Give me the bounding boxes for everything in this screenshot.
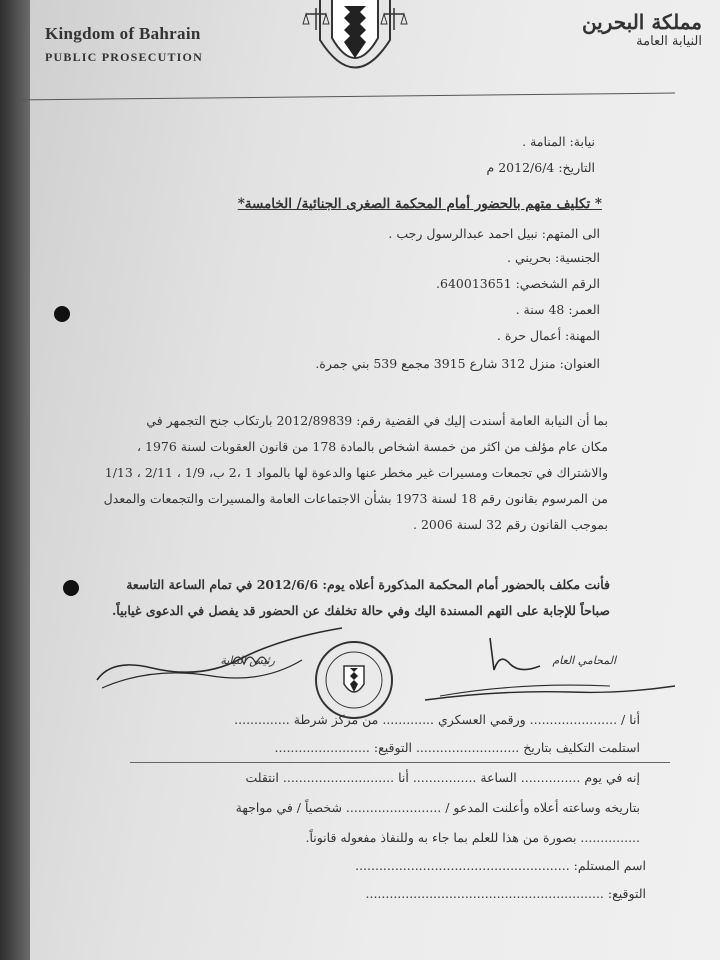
document-date: التاريخ: 2012/6/4 م	[486, 160, 595, 175]
field-accused-name: الى المتهم: نبيل احمد عبدالرسول رجب .	[388, 226, 600, 241]
footer-divider	[130, 762, 670, 763]
attorney-general-signature-icon	[420, 630, 680, 708]
punch-hole	[63, 580, 79, 596]
document-title: * تكليف متهم بالحضور أمام المحكمة الصغرى الجنائية/ الخامسة*	[237, 196, 602, 212]
field-personal-number: الرقم الشخصي: 640013651.	[436, 276, 600, 291]
field-nationality: الجنسية: بحريني .	[507, 250, 600, 265]
footer-receipt-line: استلمت التكليف بتاريخ .......................... التوقيع: ........................	[274, 740, 640, 755]
summons-line-1: فأنت مكلف بالحضور أمام المحكمة المذكورة أعلاه يوم: 2012/6/6 في تمام الساعة التاسعة	[126, 577, 610, 592]
footer-recipient-name: اسم المستلم: ......................................................	[355, 858, 646, 873]
footer-service-line-2: بتاريخه وساعته أعلاه وأعلنت المدعو / ........................ شخصياً / في مواجهة	[235, 800, 640, 815]
punch-hole	[54, 306, 70, 322]
bahrain-emblem-icon	[300, 0, 410, 82]
signature-label-left: رئيس النيابة	[220, 654, 275, 667]
field-address: العنوان: منزل 312 شارع 3915 مجمع 539 بني جمرة.	[315, 356, 600, 371]
summons-line-2: صباحاً للإجابة على التهم المسندة اليك وفي حالة تخلفك عن الحضور قد يفصل في الدعوى غيابياً.	[111, 603, 610, 618]
official-stamp-icon	[312, 638, 396, 722]
body-line-3: والاشتراك في تجمعات ومسيرات غير مخطر عنها والدعوة لها بالمواد 1 ،2 ب، 1/9 ، 2/11 ، 1/13	[104, 465, 608, 480]
footer-signature-line: التوقيع: ............................................................	[365, 886, 646, 901]
body-line-4: من المرسوم بقانون رقم 18 لسنة 1973 بشأن الاجتماعات العامة والمسيرات والتجمعات والمعدل	[103, 491, 608, 506]
header-english	[45, 24, 203, 65]
signature-label-right: المحامي العام	[552, 654, 616, 667]
agency-name-en: PUBLIC PROSECUTION	[45, 50, 203, 64]
footer-service-line-1: إنه في يوم ............... الساعة ................ أنا ............................ انتقلت	[245, 770, 640, 785]
body-line-2: مكان عام مؤلف من اكثر من خمسة اشخاص بالمادة 178 من قانون العقوبات لسنة 1976 ،	[136, 439, 608, 454]
field-profession: المهنة: أعمال حرة .	[496, 328, 600, 343]
country-name-ar: مملكة البحرين	[581, 10, 702, 34]
agency-name-ar: النيابة العامة	[636, 34, 702, 49]
country-name-en: Kingdom of Bahrain	[45, 24, 201, 43]
prosecution-office: نيابة: المنامة .	[522, 134, 595, 149]
binder-edge	[0, 0, 30, 960]
body-line-5: بموجب القانون رقم 32 لسنة 2006 .	[412, 517, 608, 532]
header-arabic	[582, 10, 702, 49]
footer-officer-line: أنا / ...................... ورقمي العسكري ............. من مركز شرطة ..............	[234, 712, 640, 727]
field-age: العمر: 48 سنة .	[515, 302, 600, 317]
footer-service-line-3: ............... بصورة من هذا للعلم بما جاء به وللنفاذ مفعوله قانوناً.	[305, 830, 640, 845]
body-line-1: بما أن النيابة العامة أسندت إليك في القضية رقم: 2012/89839 بارتكاب جنح التجمهر في	[146, 413, 608, 428]
